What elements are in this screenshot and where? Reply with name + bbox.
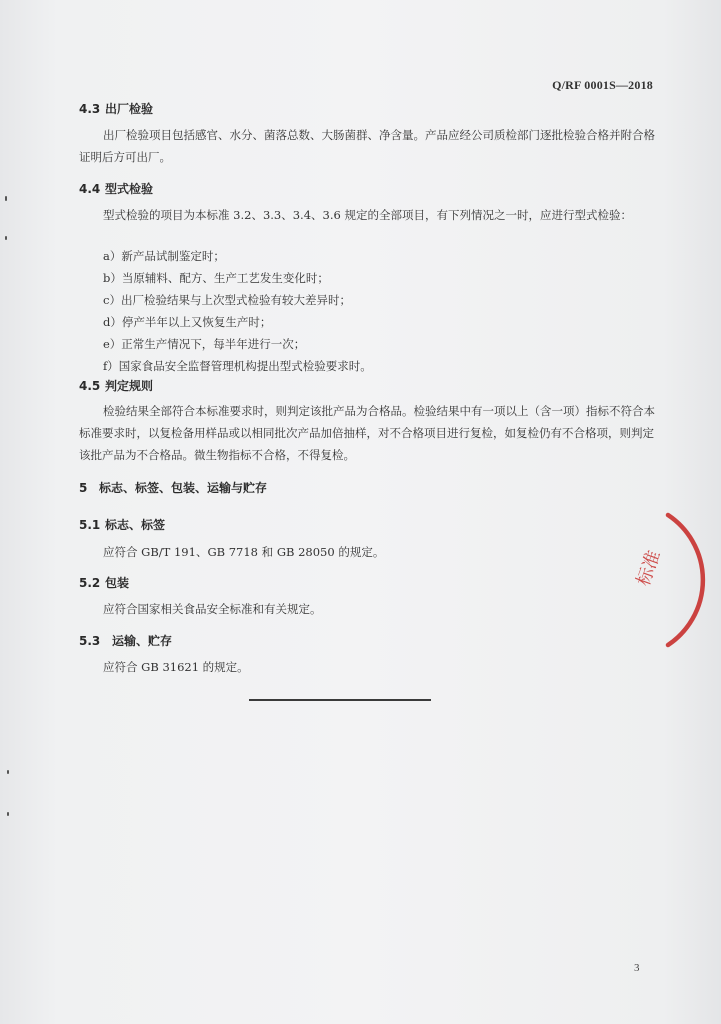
section-title: 标志、标签 xyxy=(105,518,166,532)
end-rule xyxy=(249,699,431,701)
section-5-1-heading xyxy=(79,516,165,533)
section-5-2-body: 应符合国家相关食品安全标准和有关规定。 xyxy=(103,602,322,616)
section-title: 包装 xyxy=(105,576,130,590)
section-5-3-heading xyxy=(79,632,172,649)
seal-ring xyxy=(668,515,703,645)
section-number: 4.5 xyxy=(79,379,101,393)
section-5-2-heading xyxy=(79,574,129,591)
section-5-heading xyxy=(79,479,267,496)
section-title: 标志、标签、包装、运输与贮存 xyxy=(99,481,268,495)
seal-text: 标准 xyxy=(632,547,666,589)
list-item: f）国家食品安全监督管理机构提出型式检验要求时。 xyxy=(103,359,372,373)
section-5-1-body: 应符合 GB/T 191、GB 7718 和 GB 28050 的规定。 xyxy=(103,545,385,559)
section-number: 5 xyxy=(79,481,88,495)
section-4-3-body: 出厂检验项目包括感官、水分、菌落总数、大肠菌群、净含量。产品应经公司质检部门逐批检验合格并附合格证明后方可出厂。 xyxy=(79,128,655,164)
section-number: 5.3 xyxy=(79,634,101,648)
red-seal-stamp xyxy=(600,505,721,655)
list-item: a）新产品试制鉴定时； xyxy=(103,249,225,263)
section-4-5-heading xyxy=(79,377,153,394)
section-title: 判定规则 xyxy=(105,379,154,393)
document-code: Q/RF 0001S—2018 xyxy=(552,78,653,92)
section-number: 5.1 xyxy=(79,518,101,532)
section-title: 型式检验 xyxy=(105,182,154,196)
list-item: c）出厂检验结果与上次型式检验有较大差异时； xyxy=(103,293,351,307)
list-item: e）正常生产情况下，每半年进行一次； xyxy=(103,337,306,351)
page-number: 3 xyxy=(634,962,640,974)
section-4-5-body: 检验结果全部符合本标准要求时，则判定该批产品为合格品。检验结果中有一项以上（含一项）指标不符合本标准要求时，以复检备用样品或以相同批次产品加倍抽样，对不合格项目进行复检，如复检仍有不合格项，则判定该批产品为不合格品。微生物指标不合格，不得复检。 xyxy=(79,404,655,462)
list-item: d）停产半年以上又恢复生产时； xyxy=(103,315,272,329)
section-number: 4.4 xyxy=(79,182,101,196)
section-title: 运输、贮存 xyxy=(112,634,173,648)
section-5-3-body: 应符合 GB 31621 的规定。 xyxy=(103,660,249,674)
section-4-4-body: 型式检验的项目为本标准 3.2、3.3、3.4、3.6 规定的全部项目，有下列情况之一时，应进行型式检验： xyxy=(103,208,632,222)
list-item: b）当原辅料、配方、生产工艺发生变化时； xyxy=(103,271,329,285)
section-4-3-heading xyxy=(79,100,153,117)
section-4-4-heading xyxy=(79,180,153,197)
section-number: 4.3 xyxy=(79,102,101,116)
section-title: 出厂检验 xyxy=(105,102,154,116)
section-number: 5.2 xyxy=(79,576,101,590)
